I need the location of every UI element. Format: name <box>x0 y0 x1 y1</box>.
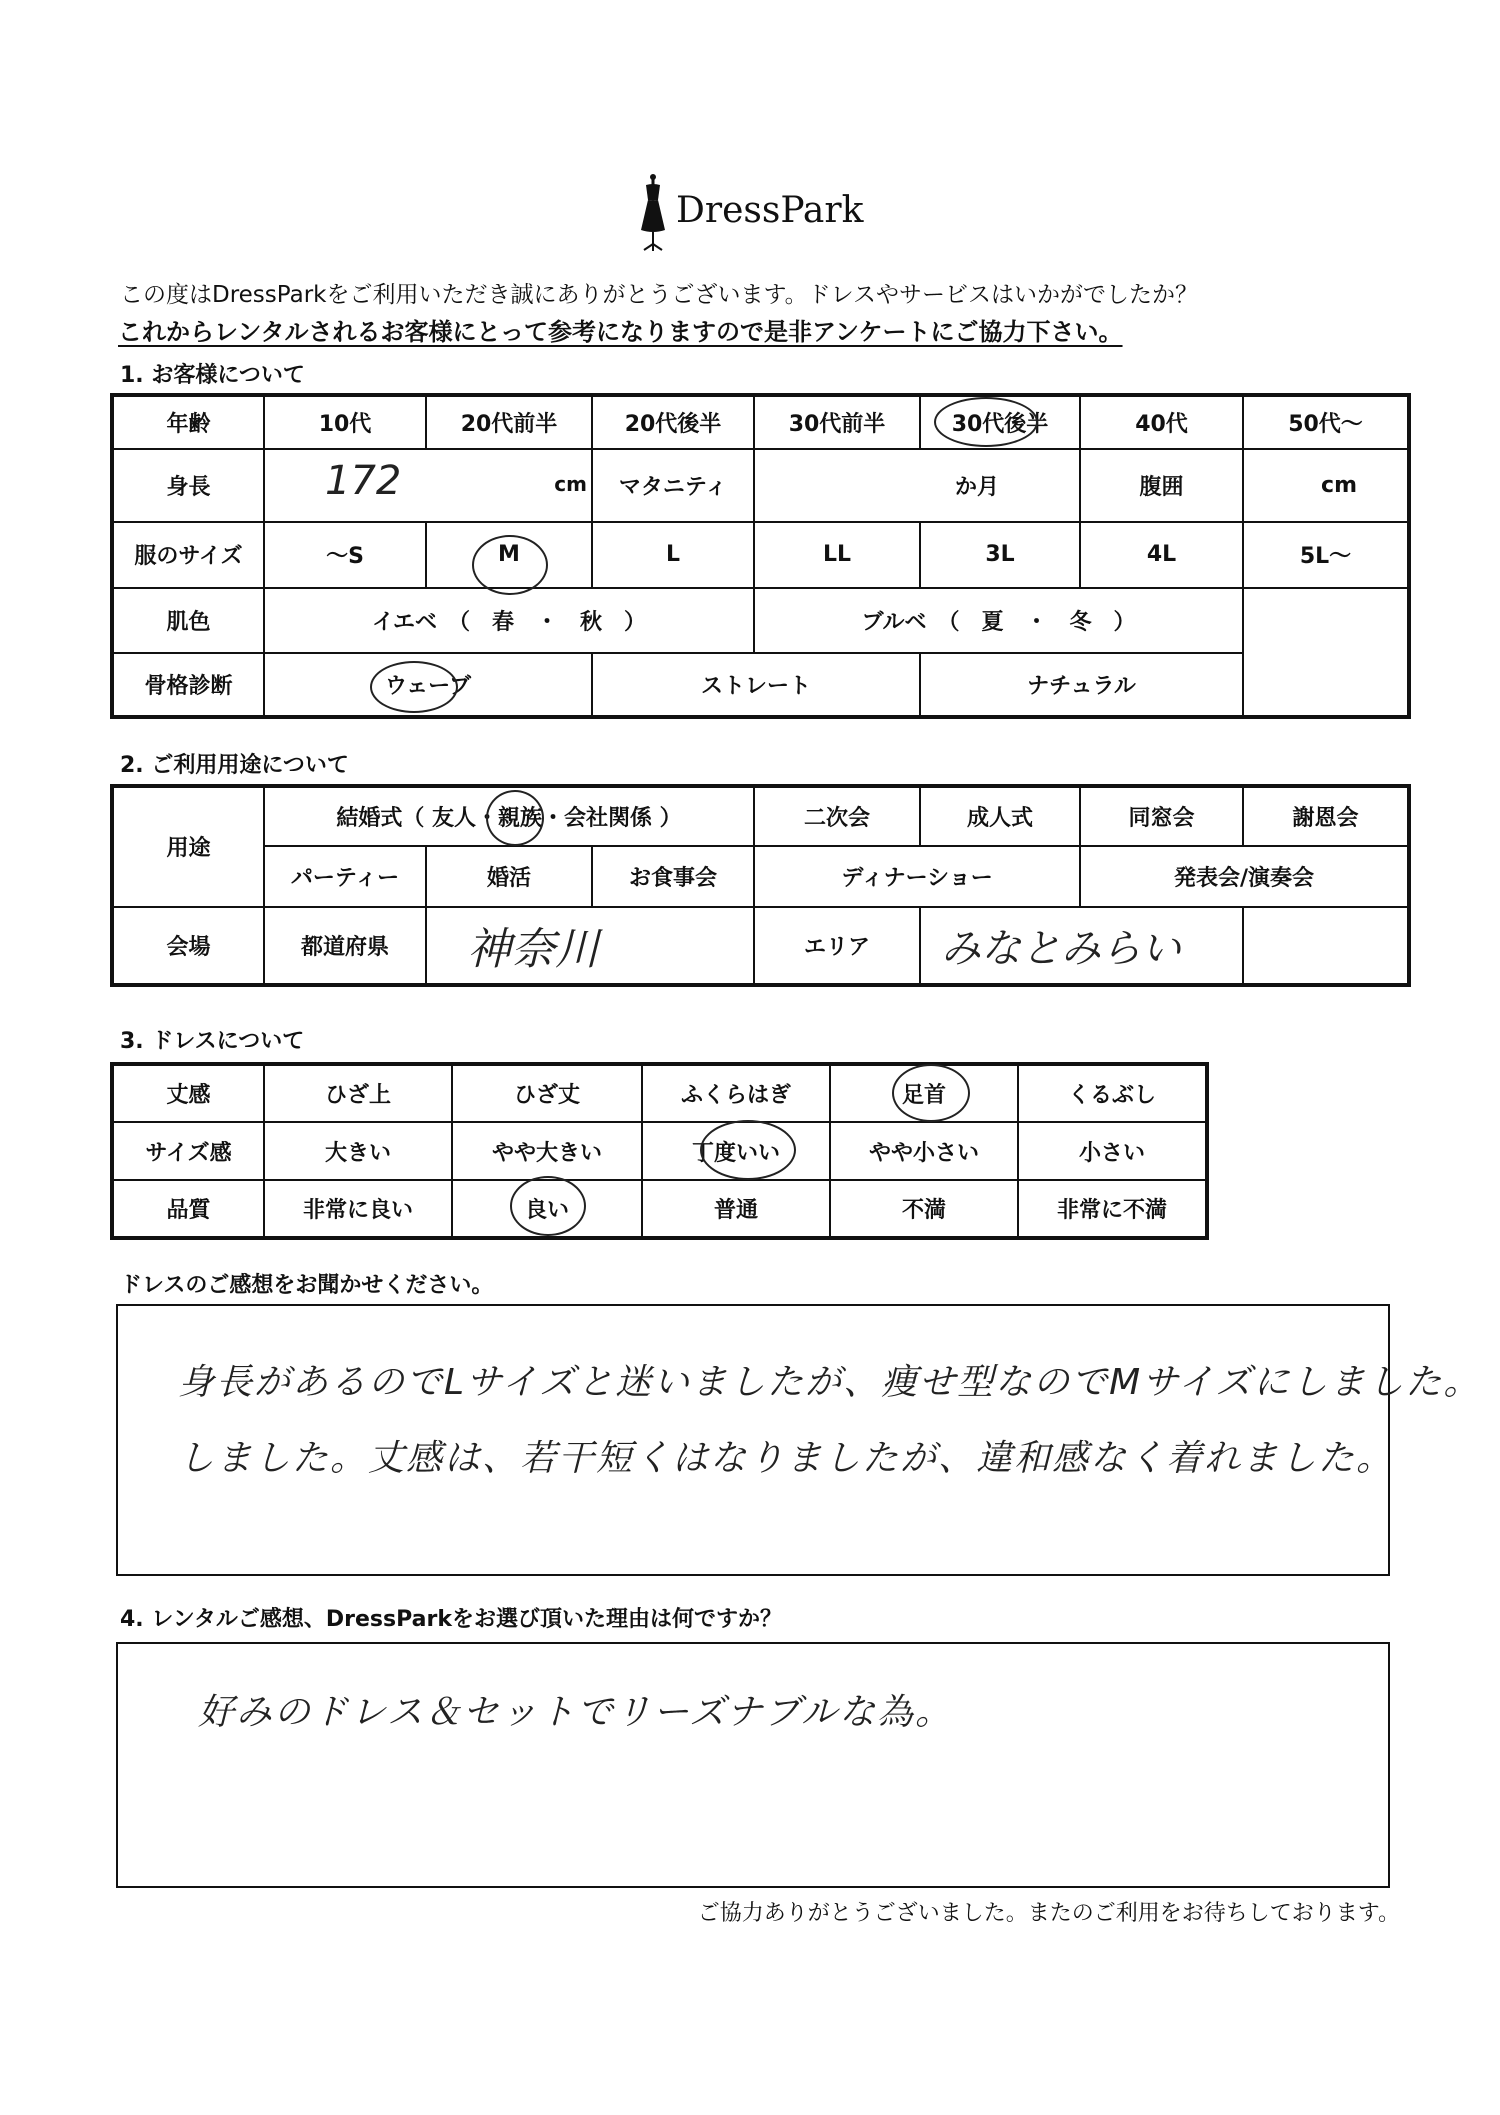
selection-circle <box>700 1120 796 1180</box>
section3-title: 3. ドレスについて <box>120 1029 305 1054</box>
dress-form-icon <box>636 172 670 252</box>
logo <box>636 172 876 252</box>
quality-label: 品質 <box>112 1180 264 1238</box>
age-option[interactable]: 10代 <box>264 395 426 449</box>
fit-option-selected[interactable]: 丁度いい <box>642 1122 830 1180</box>
quality-option[interactable]: 不満 <box>830 1180 1018 1238</box>
length-label: 丈感 <box>112 1064 264 1122</box>
waist-label: 腹囲 <box>1080 449 1243 522</box>
section2-title: 2. ご利用用途について <box>120 753 349 778</box>
selection-circle <box>370 661 458 713</box>
size-option[interactable]: 4L <box>1080 522 1243 588</box>
fit-label: サイズ感 <box>112 1122 264 1180</box>
purpose-option[interactable]: 発表会/演奏会 <box>1080 846 1409 906</box>
section1-title: 1. お客様について <box>120 363 305 388</box>
area-value: みなとみらい <box>941 925 1182 972</box>
height-label: 身長 <box>112 449 264 522</box>
age-option[interactable]: 30代前半 <box>754 395 920 449</box>
pref-label: 都道府県 <box>264 907 426 985</box>
quality-option[interactable]: 普通 <box>642 1180 830 1238</box>
purpose-table <box>110 784 1411 987</box>
size-option-selected[interactable]: M <box>426 522 592 588</box>
frame-option[interactable]: ナチュラル <box>920 653 1243 717</box>
age-option-selected[interactable]: 30代後半 <box>920 395 1080 449</box>
frame-option-selected[interactable]: ウェーブ <box>264 653 592 717</box>
pref-value: 神奈川 <box>467 924 599 976</box>
comment-line: しました。丈感は、若干短くはなりましたが、違和感なく着れました。 <box>178 1438 1395 1479</box>
selection-circle <box>934 397 1038 447</box>
height-value: 172 <box>325 458 402 504</box>
size-option[interactable]: L <box>592 522 754 588</box>
selection-circle <box>486 790 544 846</box>
comment-line: 身長があるのでLサイズと迷いましたが、痩せ型なのでMサイズにしました。 <box>178 1362 1482 1403</box>
fit-option[interactable]: やや大きい <box>452 1122 642 1180</box>
purpose-option[interactable]: ディナーショー <box>754 846 1080 906</box>
selection-circle <box>472 535 548 595</box>
age-option[interactable]: 50代～ <box>1243 395 1409 449</box>
quality-option[interactable]: 非常に不満 <box>1018 1180 1207 1238</box>
age-option[interactable]: 20代前半 <box>426 395 592 449</box>
length-option[interactable]: くるぶし <box>1018 1064 1207 1122</box>
fit-option[interactable]: 大きい <box>264 1122 452 1180</box>
length-option[interactable]: ひざ丈 <box>452 1064 642 1122</box>
purpose-wedding[interactable]: 結婚式（ 友人・親族・会社関係 ） <box>264 786 754 846</box>
pref-field[interactable] <box>426 907 754 985</box>
maternity-field[interactable] <box>754 449 1080 522</box>
frame-label: 骨格診断 <box>112 653 264 717</box>
footer-thanks: ご協力ありがとうございました。またのご利用をお待ちしております。 <box>697 1901 1400 1926</box>
height-field[interactable] <box>264 449 592 522</box>
height-unit: cm <box>554 472 587 496</box>
skin-yellow-option[interactable]: イエベ （ 春 ・ 秋 ） <box>264 588 754 652</box>
customer-table <box>110 393 1411 719</box>
fit-option[interactable]: やや小さい <box>830 1122 1018 1180</box>
intro-text: この度はDressParkをご利用いただき誠にありがとうございます。ドレスやサービスはいかがでしたか？ <box>120 282 1198 308</box>
length-option[interactable]: ふくらはぎ <box>642 1064 830 1122</box>
skin-blue-option[interactable]: ブルベ （ 夏 ・ 冬 ） <box>754 588 1243 652</box>
logo-text: DressPark <box>676 190 864 231</box>
fit-option[interactable]: 小さい <box>1018 1122 1207 1180</box>
quality-option-selected[interactable]: 良い <box>452 1180 642 1238</box>
size-option[interactable]: LL <box>754 522 920 588</box>
waist-field[interactable] <box>1243 449 1409 522</box>
area-field[interactable] <box>920 907 1243 985</box>
length-option[interactable]: ひざ上 <box>264 1064 452 1122</box>
purpose-option[interactable]: 成人式 <box>920 786 1080 846</box>
purpose-option[interactable]: 同窓会 <box>1080 786 1243 846</box>
selection-circle <box>510 1176 586 1236</box>
purpose-option[interactable]: パーティー <box>264 846 426 906</box>
waist-unit: cm <box>1321 472 1357 498</box>
maternity-label: マタニティ <box>592 449 754 522</box>
purpose-label: 用途 <box>112 786 264 907</box>
section4-title: 4. レンタルご感想、DressParkをお選び頂いた理由は何ですか？ <box>120 1607 782 1632</box>
area-label: エリア <box>754 907 920 985</box>
purpose-option[interactable]: 婚活 <box>426 846 592 906</box>
dress-comment-box[interactable] <box>116 1304 1482 1576</box>
maternity-unit: か月 <box>954 474 999 500</box>
intro-request: これからレンタルされるお客様にとって参考になりますので是非アンケートにご協力下さい。 <box>118 318 1123 346</box>
size-label: 服のサイズ <box>112 522 264 588</box>
venue-label: 会場 <box>112 907 264 985</box>
reason-answer: 好みのドレス＆セットでリーズナブルな為。 <box>198 1692 953 1733</box>
reason-box[interactable] <box>116 1642 1390 1888</box>
dress-table <box>110 1062 1209 1240</box>
purpose-option[interactable]: 謝恩会 <box>1243 786 1409 846</box>
frame-option[interactable]: ストレート <box>592 653 920 717</box>
comment-prompt: ドレスのご感想をお聞かせください。 <box>120 1273 494 1298</box>
age-option[interactable]: 40代 <box>1080 395 1243 449</box>
size-option[interactable]: 5L～ <box>1243 522 1409 588</box>
purpose-option[interactable]: 二次会 <box>754 786 920 846</box>
length-option-selected[interactable]: 足首 <box>830 1064 1018 1122</box>
quality-option[interactable]: 非常に良い <box>264 1180 452 1238</box>
selection-circle <box>892 1064 970 1122</box>
age-option[interactable]: 20代後半 <box>592 395 754 449</box>
size-option[interactable]: ～S <box>264 522 426 588</box>
size-option[interactable]: 3L <box>920 522 1080 588</box>
skin-label: 肌色 <box>112 588 264 652</box>
purpose-option[interactable]: お食事会 <box>592 846 754 906</box>
age-label: 年齢 <box>112 395 264 449</box>
